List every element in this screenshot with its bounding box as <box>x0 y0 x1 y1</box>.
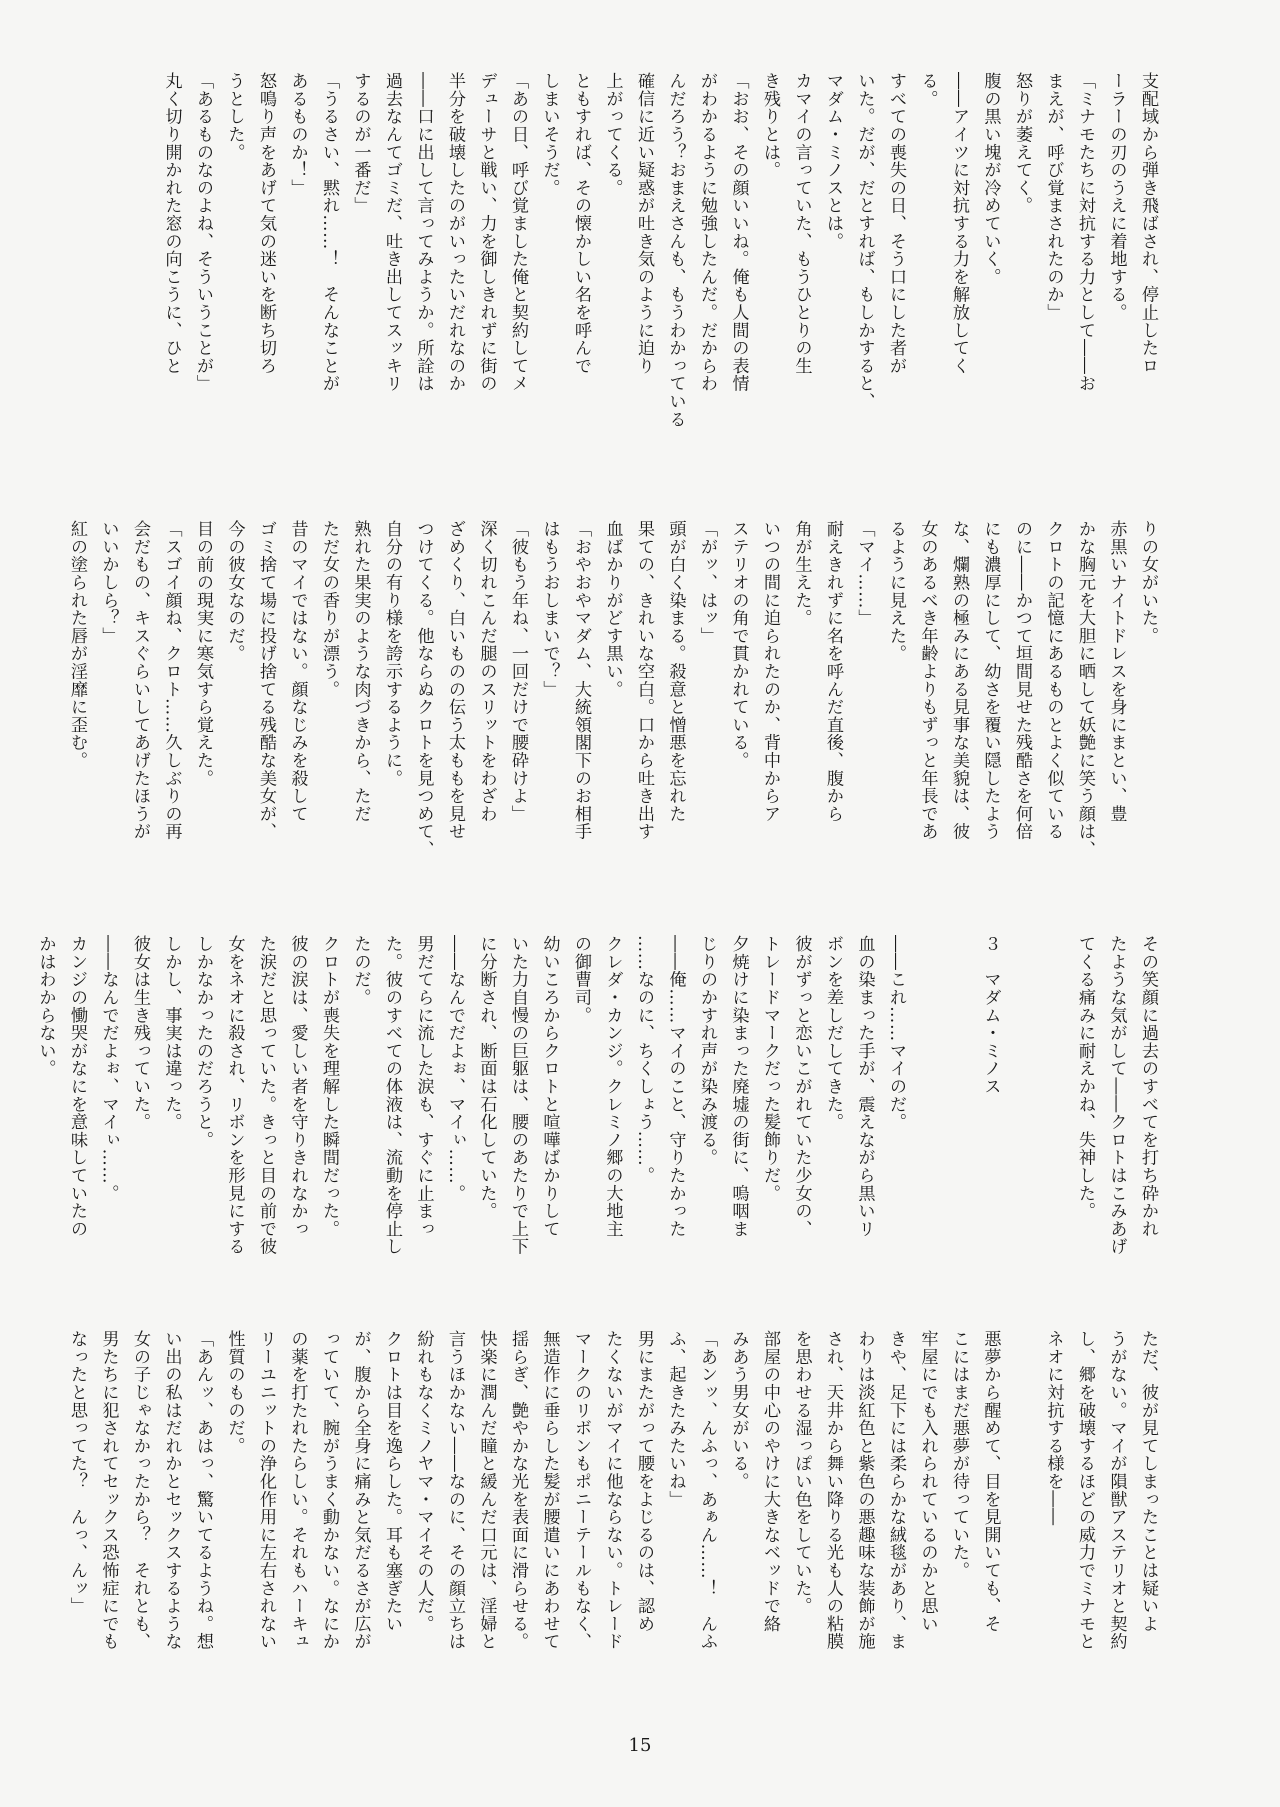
text-line: 赤黒いナイトドレスを身にまとい、豊 <box>1106 520 1127 823</box>
text-line: クロトの記憶にあるものとよく似ている <box>1043 520 1064 841</box>
text-line: ――なんでだよぉ、マイぃ……。 <box>445 935 465 1202</box>
text-line: 性質のものだ。 <box>224 1330 245 1455</box>
text-line: 「あンッ、んふっ、あぁん……！ んふ <box>697 1330 717 1651</box>
text-line: 紅の塗られた唇が淫靡に歪む。 <box>67 520 87 770</box>
text-line: 「彼もう年ね、一回だけで腰砕けよ」 <box>508 520 528 823</box>
text-line: 無造作に垂らした髪が腰遣いにあわせて <box>539 1330 560 1651</box>
text-line: 頭が白く染まる。殺意と憎悪を忘れた <box>665 520 686 823</box>
text-line: カマイの言っていた、もうひとりの生 <box>791 72 812 375</box>
text-line: トレードマークだった髪飾りだ。 <box>760 935 780 1202</box>
text-line: クロトは目を逸らした。耳も塞ぎたい <box>382 1330 402 1633</box>
text-line: 怒りが萎えてく。 <box>1012 72 1032 215</box>
text-block-3 <box>35 935 1163 1305</box>
text-line: 支配域から弾き飛ばされ、停止したロ <box>1138 72 1158 375</box>
text-line: 揺らぎ、艶やかな光を表面に滑らせる。 <box>508 1330 528 1651</box>
text-line: まえが、呼び覚まされたのか」 <box>1043 72 1064 322</box>
text-line: 会だもの、キスぐらいしてあげたほうが <box>130 520 150 841</box>
text-line: がわかるように勉強したんだ。だからわ <box>697 72 717 393</box>
text-line: 果ての、きれいな空白。口から吐き出す <box>634 520 654 841</box>
text-line: すべての喪失の日、そう口にした者が <box>886 72 906 375</box>
text-line: てくる痛みに耐えかね、失神した。 <box>1075 935 1095 1220</box>
text-line: 牢屋にでも入れられているのかと思い <box>917 1330 938 1633</box>
text-line: 血の染まった手が、震えながら黒いリ <box>854 935 875 1238</box>
text-line: 「あの日、呼び覚ました俺と契約してメ <box>508 72 528 393</box>
text-line: 半分を破壊したのがいったいだれなのか <box>445 72 465 393</box>
text-line: 過去なんてゴミだ、吐き出してスッキリ <box>382 72 402 393</box>
text-line: クロトが喪失を理解した瞬間だった。 <box>319 935 339 1238</box>
text-line: じりのかすれ声が染み渡る。 <box>697 935 717 1167</box>
text-line: するのが一番だ」 <box>350 72 371 215</box>
text-line <box>911 935 943 1305</box>
text-line <box>1006 1330 1038 1710</box>
text-line: なったと思ってた？ んっ、んッ」 <box>67 1330 87 1615</box>
text-line: な、爛熟の極みにある見事な美貌は、彼 <box>949 520 969 841</box>
text-line <box>943 935 975 1305</box>
text-line: カンジの慟哭がなにを意味していたの <box>67 935 87 1238</box>
text-line: その笑顔に過去のすべてを打ち砕かれ <box>1138 935 1158 1238</box>
text-line: し、郷を破壊するほどの威力でミナモと <box>1075 1330 1095 1651</box>
text-line: ――口に出して言ってみようか。所詮は <box>413 72 434 393</box>
text-line: ――俺……マイのこと、守りたかった <box>665 935 686 1238</box>
text-line: たのだ。 <box>350 935 371 1007</box>
text-line: 角が生えた。 <box>791 520 812 627</box>
text-line: ――なんでだよぉ、マイぃ……。 <box>98 935 119 1202</box>
text-line: クレダ・カンジ。クレミノ郷の大地主 <box>602 935 623 1238</box>
text-line: っていて、腕がうまく動かない。なにか <box>319 1330 339 1651</box>
text-line: ――アイツに対抗する力を解放してく <box>949 72 969 375</box>
text-line: 今の彼女なのだ。 <box>224 520 245 663</box>
text-line: 自分の有り様を誇示するように。 <box>382 520 402 787</box>
text-line: るように見えた。 <box>886 520 906 663</box>
text-block-2 <box>67 520 1163 900</box>
text-block-1 <box>161 72 1163 462</box>
text-line: 「うるさい、黙れ……！ そんなことが <box>319 72 339 393</box>
text-line: た。彼のすべての体液は、流動を停止し <box>382 935 402 1256</box>
text-line: の薬を打たれたらしい。それもハーキュ <box>287 1330 308 1651</box>
text-line: いた力自慢の巨躯は、腰のあたりで上下 <box>508 935 528 1256</box>
text-line: 「がッ、はッ」 <box>697 520 717 645</box>
text-line: 女のあるべき年齢よりもずっと年長であ <box>917 520 938 841</box>
text-line: いた。だが、だとすれば、もしかすると、 <box>854 72 875 411</box>
text-line: のに――かつて垣間見せた残酷さを何倍 <box>1012 520 1032 841</box>
text-line: 確信に近い疑惑が吐き気のように迫り <box>634 72 654 375</box>
text-line: 女の子じゃなかったから？ それとも、 <box>130 1330 150 1651</box>
text-line: ボンを差しだしてきた。 <box>823 935 843 1131</box>
text-line: 「あるものなのよね、そういうことが」 <box>193 72 213 393</box>
text-line: きや、足下には柔らかな絨毯があり、ま <box>886 1330 906 1651</box>
text-line: しまいそうだ。 <box>539 72 560 197</box>
text-line: かな胸元を大胆に晒して妖艶に笑う顔は、 <box>1075 520 1095 859</box>
text-line: しかなかったのだろうと。 <box>193 935 213 1149</box>
text-line: いいかしら？」 <box>98 520 119 645</box>
text-line: 男にまたがって腰をよじるのは、認め <box>634 1330 654 1633</box>
text-line: 「あんッ、あはっ、驚いてるようね。想 <box>193 1330 213 1651</box>
text-line: され、天井から舞い降りる光も人の粘膜 <box>823 1330 843 1651</box>
text-line: 彼女は生き残っていた。 <box>130 935 150 1131</box>
text-line: 「おやおやマダム、大統領閣下のお相手 <box>571 520 591 841</box>
text-line: ゴミ捨て場に投げ捨てる残酷な美女が、 <box>256 520 276 841</box>
text-line: 目の前の現実に寒気すら覚えた。 <box>193 520 213 787</box>
text-line: こにはまだ悪夢が待っていた。 <box>949 1330 969 1580</box>
text-line: にも濃厚にして、幼さを覆い隠したよう <box>980 520 1001 841</box>
text-line: 悪夢から醒めて、目を見開いても、そ <box>980 1330 1001 1633</box>
text-line: 「マイ……」 <box>854 520 875 627</box>
text-line: 熟れた果実のような肉づきから、ただ <box>350 520 371 823</box>
text-line: みあう男女がいる。 <box>728 1330 749 1491</box>
text-line: 怒鳴り声をあげて気の迷いを断ち切ろ <box>256 72 276 375</box>
text-line: しかし、事実は違った。 <box>161 935 182 1131</box>
text-line: 上がってくる。 <box>602 72 623 197</box>
text-line: 紛れもなくミノヤマ・マイその人だ。 <box>413 1330 434 1633</box>
text-line: 女をネオに殺され、リボンを形見にする <box>224 935 245 1256</box>
text-line: ３ マダム・ミノス <box>980 935 1001 1096</box>
text-line: 深く切れこんだ腿のスリットをわざわ <box>476 520 497 823</box>
text-line: マダム・ミノスとは。 <box>823 72 843 250</box>
text-line: 彼がずっと恋いこがれていた少女の、 <box>791 935 812 1238</box>
text-line: が、腹から全身に痛みと気だるさが広が <box>350 1330 371 1651</box>
text-line: たような気がして――クロトはこみあげ <box>1106 935 1127 1256</box>
text-line: いつの間に迫られたのか、背中からア <box>760 520 780 823</box>
text-line: 夕焼けに染まった廃墟の街に、嗚咽ま <box>728 935 749 1238</box>
text-line: ……なのに、ちくしょう……。 <box>634 935 654 1185</box>
text-line: 幼いころからクロトと喧嘩ばかりして <box>539 935 560 1238</box>
text-block-4 <box>67 1330 1163 1710</box>
text-line: ――これ……マイのだ。 <box>886 935 906 1131</box>
text-line: んだろう？おまえさんも、もうわかっている <box>665 72 686 428</box>
text-line: た涙だと思っていた。きっと目の前で彼 <box>256 935 276 1256</box>
page-number: 15 <box>628 1735 652 1756</box>
text-line: わりは淡紅色と紫色の悪趣味な装飾が施 <box>854 1330 875 1651</box>
text-line: ネオに対抗する様を―― <box>1043 1330 1064 1526</box>
text-line: を思わせる湿っぽい色をしていた。 <box>791 1330 812 1615</box>
text-line: 「おお、その顔いいね。俺も人間の表情 <box>728 72 749 393</box>
text-line: ともすれば、その懐かしい名を呼んで <box>571 72 591 375</box>
text-line: ふ、起きたみたいね」 <box>665 1330 686 1508</box>
text-line: 快楽に潤んだ瞳と緩んだ口元は、淫婦と <box>476 1330 497 1651</box>
text-line: かはわからない。 <box>35 935 56 1078</box>
text-line: あるものか！」 <box>287 72 308 197</box>
text-line: 言うほかない――なのに、その顔立ちは <box>445 1330 465 1651</box>
text-line: き残りとは。 <box>760 72 780 179</box>
text-line: い出の私はだれかとセックスするような <box>161 1330 182 1651</box>
text-line: 腹の黒い塊が冷めていく。 <box>980 72 1001 286</box>
text-line: うがない。マイが隕獣アステリオと契約 <box>1106 1330 1127 1651</box>
text-line: 「スゴイ顔ね、クロト……久しぶりの再 <box>161 520 182 841</box>
text-line: 丸く切り開かれた窓の向こうに、ひと <box>161 72 182 375</box>
text-line: の御曹司。 <box>571 935 591 1024</box>
text-line: はもうおしまいで？」 <box>539 520 560 698</box>
text-line: たくないがマイに他ならない。トレード <box>602 1330 623 1651</box>
text-line <box>1037 935 1069 1305</box>
text-line: 彼の涙は、愛しい者を守りきれなかっ <box>287 935 308 1238</box>
text-line: つけてくる。他ならぬクロトを見つめて、 <box>413 520 434 859</box>
text-line: マークのリボンもポニーテールもなく、 <box>571 1330 591 1651</box>
text-line: 男たちに犯されてセックス恐怖症にでも <box>98 1330 119 1651</box>
text-line: デューサと戦い、力を御しきれずに街の <box>476 72 497 393</box>
text-line: 部屋の中心のやけに大きなベッドで絡 <box>760 1330 780 1633</box>
text-line: る。 <box>917 72 938 108</box>
text-line <box>1006 935 1038 1305</box>
text-line: ざめくり、白いものの伝う太ももを見せ <box>445 520 465 841</box>
text-line: 耐えきれずに名を呼んだ直後、腹から <box>823 520 843 823</box>
text-line: ただ女の香りが漂う。 <box>319 520 339 698</box>
text-line: 「ミナモたちに対抗する力として――お <box>1075 72 1095 393</box>
text-line: りの女がいた。 <box>1138 520 1158 645</box>
text-line: 昔のマイではない。顔なじみを殺して <box>287 520 308 823</box>
text-line: ーラーの刃のうえに着地する。 <box>1106 72 1127 322</box>
text-line: に分断され、断面は石化していた。 <box>476 935 497 1220</box>
text-line: リーユニットの浄化作用に左右されない <box>256 1330 276 1651</box>
text-line: うとした。 <box>224 72 245 161</box>
text-line: 男だてらに流した涙も、すぐに止まっ <box>413 935 434 1238</box>
text-line: 血ばかりがどす黒い。 <box>602 520 623 698</box>
text-line: ステリオの角で貫かれている。 <box>728 520 749 770</box>
text-line: ただ、彼が見てしまったことは疑いよ <box>1138 1330 1158 1633</box>
